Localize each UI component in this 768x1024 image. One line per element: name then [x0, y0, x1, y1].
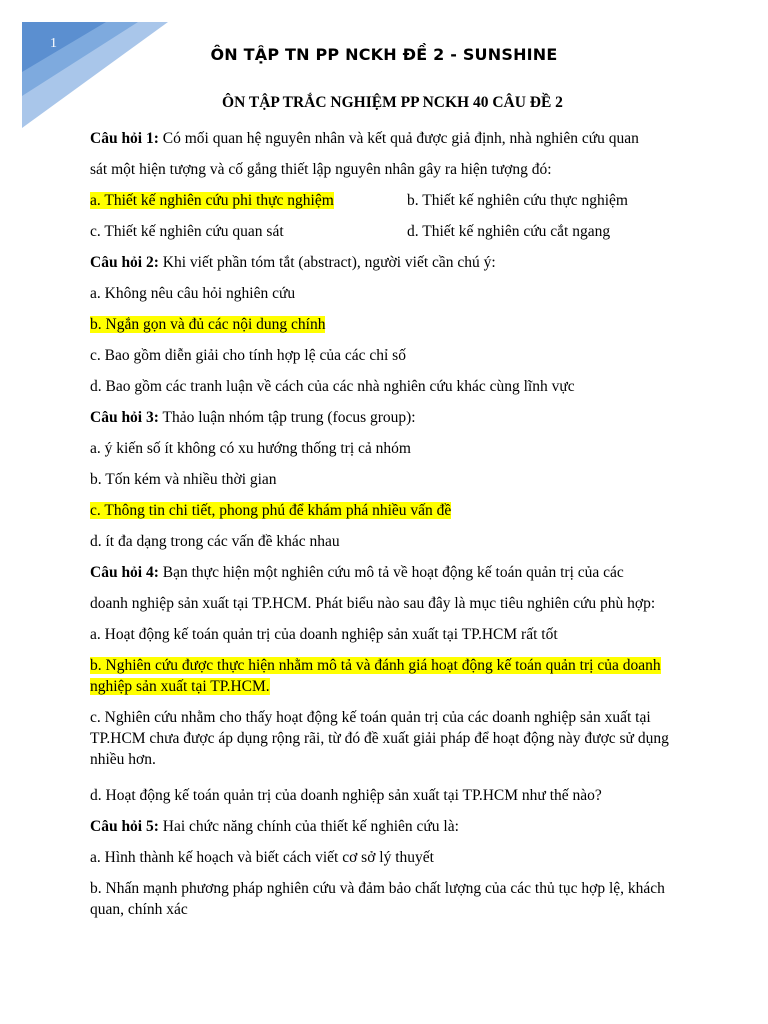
question-3-option-a: a. ý kiến số ít không có xu hướng thống trị cả nhóm — [90, 440, 411, 457]
question-3-option-c: c. Thông tin chi tiết, phong phú để khám phá nhiều vấn đề — [90, 502, 452, 519]
question-1-option-c: c. Thiết kế nghiên cứu quan sát — [90, 223, 284, 240]
question-1-stem — [90, 123, 695, 154]
question-4-option-d: d. Hoạt động kế toán quản trị của doanh nghiệp sản xuất tại TP.HCM như thế nào? — [90, 787, 602, 804]
question-2-option-a: a. Không nêu câu hỏi nghiên cứu — [90, 285, 296, 302]
question-1-option-d: d. Thiết kế nghiên cứu cắt ngang — [407, 223, 611, 240]
question-3-option-c-row — [90, 495, 695, 526]
question-4-stem — [90, 557, 695, 588]
document-body — [90, 92, 695, 930]
question-2 — [90, 247, 695, 402]
question-3-label: Câu hỏi 3: — [90, 409, 159, 426]
page-number: 1 — [50, 36, 57, 51]
question-4-option-c: c. Nghiên cứu nhằm cho thấy hoạt động kế toán quản trị của các doanh nghiệp sản xuất tại TP.HCM chưa được áp dụng rộng rãi, từ đó đề xuất giải pháp để hoạt động này được sử dụng nhiều hơn. — [90, 709, 669, 768]
question-4-option-b-row — [90, 655, 695, 697]
question-1-option-a: a. Thiết kế nghiên cứu phi thực nghiệm — [90, 192, 334, 209]
question-4-option-b: b. Nghiên cứu được thực hiện nhằm mô tả và đánh giá hoạt động kế toán quản trị của doanh nghiệp sản xuất tại TP.HCM. — [90, 657, 661, 695]
question-3-option-b: b. Tốn kém và nhiều thời gian — [90, 471, 277, 488]
question-5-text: Hai chức năng chính của thiết kế nghiên cứu là: — [158, 818, 459, 835]
question-5-option-a: a. Hình thành kế hoạch và biết cách viết cơ sở lý thuyết — [90, 849, 434, 866]
document-title: ÔN TẬP TRẮC NGHIỆM PP NCKH 40 CÂU ĐỀ 2 — [222, 94, 563, 111]
question-3 — [90, 402, 695, 557]
question-1-option-b: b. Thiết kế nghiên cứu thực nghiệm — [407, 192, 628, 209]
question-4-text: Bạn thực hiện một nghiên cứu mô tả về hoạt động kế toán quản trị của các — [158, 564, 624, 581]
question-4-label: Câu hỏi 4: — [90, 564, 159, 581]
question-1 — [90, 123, 695, 247]
question-4-text-cont: doanh nghiệp sản xuất tại TP.HCM. Phát biểu nào sau đây là mục tiêu nghiên cứu phù hợp: — [90, 595, 656, 612]
question-1-options-cd — [90, 216, 695, 247]
question-1-text-cont: sát một hiện tượng và cố gắng thiết lập nguyên nhân gây ra hiện tượng đó: — [90, 161, 552, 178]
question-1-text: Có mối quan hệ nguyên nhân và kết quả được giả định, nhà nghiên cứu quan — [158, 130, 639, 147]
question-1-label: Câu hỏi 1: — [90, 130, 159, 147]
header-title: ÔN TẬP TN PP NCKH ĐỀ 2 - SUNSHINE — [210, 45, 558, 64]
question-2-option-b-row — [90, 309, 695, 340]
question-2-option-c: c. Bao gồm diễn giải cho tính hợp lệ của các chỉ số — [90, 347, 406, 364]
question-4-option-a: a. Hoạt động kế toán quản trị của doanh nghiệp sản xuất tại TP.HCM rất tốt — [90, 626, 558, 643]
question-3-option-d: d. ít đa dạng trong các vấn đề khác nhau — [90, 533, 340, 550]
question-5-stem — [90, 811, 695, 842]
question-2-text: Khi viết phần tóm tắt (abstract), người viết cần chú ý: — [158, 254, 496, 271]
question-2-label: Câu hỏi 2: — [90, 254, 159, 271]
question-3-text: Thảo luận nhóm tập trung (focus group): — [158, 409, 416, 426]
question-1-options-ab — [90, 185, 695, 216]
question-5-label: Câu hỏi 5: — [90, 818, 159, 835]
question-2-option-b: b. Ngắn gọn và đủ các nội dung chính — [90, 316, 326, 333]
question-3-stem — [90, 402, 695, 433]
question-5-option-b: b. Nhấn mạnh phương pháp nghiên cứu và đảm bảo chất lượng của các thủ tục hợp lệ, khách quan, chính xác — [90, 880, 665, 918]
question-5 — [90, 811, 695, 920]
question-2-option-d: d. Bao gồm các tranh luận về cách của các nhà nghiên cứu khác cùng lĩnh vực — [90, 378, 575, 395]
question-2-stem — [90, 247, 695, 278]
question-4 — [90, 557, 695, 811]
